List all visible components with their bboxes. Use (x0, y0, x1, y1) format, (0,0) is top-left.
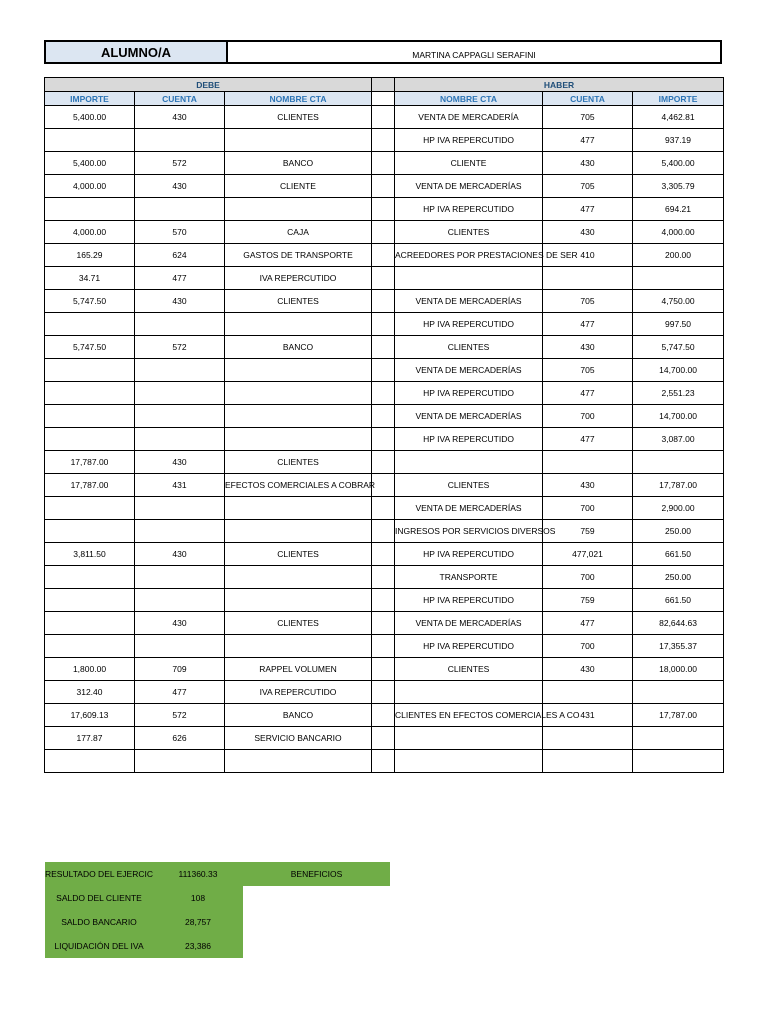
haber-nombre-cta-cell: CLIENTES EN EFECTOS COMERCIALES A CO (395, 704, 543, 727)
journal-row (45, 566, 724, 589)
gap-cell (372, 221, 395, 244)
haber-importe-cell: 5,747.50 (633, 336, 724, 359)
debe-nombre-cta-cell: GASTOS DE TRANSPORTE (225, 244, 372, 267)
debe-importe-cell (45, 198, 135, 221)
journal-row (45, 267, 724, 290)
journal-row (45, 635, 724, 658)
haber-importe-cell: 3,305.79 (633, 175, 724, 198)
haber-importe-cell: 5,400.00 (633, 152, 724, 175)
haber-importe-cell: 17,787.00 (633, 704, 724, 727)
debe-nombre-cta-cell: IVA REPERCUTIDO (225, 681, 372, 704)
journal-row (45, 543, 724, 566)
haber-nombre-cta-cell (395, 451, 543, 474)
gap-cell (372, 520, 395, 543)
haber-nombre-cta-cell: HP IVA REPERCUTIDO (395, 313, 543, 336)
debe-cuenta-cell (135, 198, 225, 221)
summary-value: 28,757 (153, 910, 243, 934)
gap-cell (372, 267, 395, 290)
debe-importe-cell: 1,800.00 (45, 658, 135, 681)
haber-nombre-cta-cell: HP IVA REPERCUTIDO (395, 428, 543, 451)
summary-row (45, 886, 390, 910)
haber-nombre-cta-cell (395, 681, 543, 704)
haber-cuenta-cell: 759 (543, 520, 633, 543)
debe-nombre-cta-cell: CLIENTE (225, 175, 372, 198)
debe-cuenta-cell (135, 566, 225, 589)
haber-nombre-cta-cell: HP IVA REPERCUTIDO (395, 382, 543, 405)
student-header (44, 40, 722, 64)
haber-importe-cell: 2,551.23 (633, 382, 724, 405)
gap-cell (372, 727, 395, 750)
haber-importe-cell: 17,787.00 (633, 474, 724, 497)
haber-cuenta-cell: 477 (543, 428, 633, 451)
journal-row (45, 589, 724, 612)
gap-cell (372, 313, 395, 336)
section-header-row (45, 78, 724, 92)
haber-importe-cell (633, 727, 724, 750)
summary-value: 23,386 (153, 934, 243, 958)
haber-nombre-cta-cell: HP IVA REPERCUTIDO (395, 198, 543, 221)
journal-row (45, 382, 724, 405)
journal-row (45, 221, 724, 244)
debe-importe-cell: 34.71 (45, 267, 135, 290)
haber-cuenta-cell: 430 (543, 221, 633, 244)
debe-importe-cell: 5,747.50 (45, 290, 135, 313)
gap-cell (372, 681, 395, 704)
gap-cell (372, 175, 395, 198)
journal-row (45, 405, 724, 428)
haber-nombre-cta-cell: HP IVA REPERCUTIDO (395, 589, 543, 612)
debe-cuenta-cell (135, 129, 225, 152)
debe-cuenta-cell (135, 313, 225, 336)
journal-row (45, 658, 724, 681)
haber-importe-cell: 14,700.00 (633, 359, 724, 382)
debe-importe-cell (45, 612, 135, 635)
debe-cuenta-cell: 572 (135, 336, 225, 359)
haber-importe-cell: 997.50 (633, 313, 724, 336)
student-label: ALUMNO/A (46, 42, 228, 62)
haber-importe-cell: 4,750.00 (633, 290, 724, 313)
haber-importe-cell (633, 451, 724, 474)
summary-label: LIQUIDACIÓN DEL IVA (45, 934, 153, 958)
journal-row (45, 612, 724, 635)
haber-importe-cell: 250.00 (633, 566, 724, 589)
debe-nombre-cta-cell: BANCO (225, 152, 372, 175)
journal-row (45, 497, 724, 520)
gap-cell (372, 704, 395, 727)
haber-cuenta-cell: 431 (543, 704, 633, 727)
debe-importe-cell: 3,811.50 (45, 543, 135, 566)
journal-row (45, 474, 724, 497)
summary-value: 108 (153, 886, 243, 910)
journal-row (45, 681, 724, 704)
haber-importe-cell (633, 267, 724, 290)
gap-cell (372, 382, 395, 405)
debe-importe-cell: 177.87 (45, 727, 135, 750)
debe-nombre-cta-cell (225, 589, 372, 612)
gap-cell (372, 336, 395, 359)
debe-importe-cell: 5,747.50 (45, 336, 135, 359)
haber-cuenta-cell: 705 (543, 290, 633, 313)
debe-nombre-cta-cell: SERVICIO BANCARIO (225, 727, 372, 750)
haber-cuenta-cell (543, 750, 633, 773)
debe-cuenta-cell (135, 497, 225, 520)
gap-cell (372, 566, 395, 589)
haber-nombre-cta-cell: INGRESOS POR SERVICIOS DIVERSOS (395, 520, 543, 543)
haber-nombre-cta-cell: HP IVA REPERCUTIDO (395, 543, 543, 566)
haber-nombre-cta-cell: ACREEDORES POR PRESTACIONES DE SER (395, 244, 543, 267)
debe-cuenta-cell: 430 (135, 290, 225, 313)
debe-nombre-cta-cell: CLIENTES (225, 612, 372, 635)
debe-importe-cell (45, 313, 135, 336)
journal-table (44, 77, 724, 773)
haber-nombre-cta-cell: VENTA DE MERCADERÍAS (395, 175, 543, 198)
haber-importe-header: IMPORTE (633, 92, 724, 106)
debe-cuenta-cell: 430 (135, 451, 225, 474)
debe-nombre-cta-cell: BANCO (225, 704, 372, 727)
haber-importe-cell: 82,644.63 (633, 612, 724, 635)
haber-cuenta-cell (543, 451, 633, 474)
haber-nombre-cta-cell: CLIENTES (395, 474, 543, 497)
debe-nombre-cta-cell: CLIENTES (225, 290, 372, 313)
journal-row (45, 198, 724, 221)
haber-cuenta-cell: 759 (543, 589, 633, 612)
journal-row (45, 106, 724, 129)
debe-cuenta-cell (135, 589, 225, 612)
gap-cell (372, 405, 395, 428)
haber-importe-cell: 937.19 (633, 129, 724, 152)
debe-nombre-cta-cell: CAJA (225, 221, 372, 244)
journal-row (45, 750, 724, 773)
haber-cuenta-cell: 430 (543, 474, 633, 497)
debe-nombre-cta-cell: EFECTOS COMERCIALES A COBRAR (225, 474, 372, 497)
summary-label: SALDO BANCARIO (45, 910, 153, 934)
debe-importe-cell: 17,787.00 (45, 474, 135, 497)
haber-cuenta-cell: 700 (543, 497, 633, 520)
haber-cuenta-header: CUENTA (543, 92, 633, 106)
journal-row (45, 520, 724, 543)
haber-nombre-cta-cell: VENTA DE MERCADERÍAS (395, 612, 543, 635)
gap-cell (372, 451, 395, 474)
debe-cuenta-cell (135, 635, 225, 658)
haber-cuenta-cell: 430 (543, 658, 633, 681)
journal-row (45, 313, 724, 336)
journal-row (45, 336, 724, 359)
debe-nombre-cta-cell (225, 635, 372, 658)
gap-cell (372, 497, 395, 520)
debe-importe-cell (45, 382, 135, 405)
debe-nombre-cta-cell: IVA REPERCUTIDO (225, 267, 372, 290)
debe-cuenta-cell (135, 520, 225, 543)
haber-importe-cell: 250.00 (633, 520, 724, 543)
haber-importe-cell: 3,087.00 (633, 428, 724, 451)
debe-cuenta-cell: 624 (135, 244, 225, 267)
journal-row (45, 244, 724, 267)
debe-nombre-cta-cell (225, 497, 372, 520)
haber-cuenta-cell: 705 (543, 175, 633, 198)
debe-cuenta-cell: 626 (135, 727, 225, 750)
summary-note (243, 934, 390, 958)
debe-cuenta-cell: 709 (135, 658, 225, 681)
debe-cuenta-cell (135, 405, 225, 428)
debe-nombre-cta-cell (225, 359, 372, 382)
journal-row (45, 704, 724, 727)
debe-nombre-cta-cell (225, 750, 372, 773)
gap-cell (372, 244, 395, 267)
haber-nombre-cta-cell: CLIENTE (395, 152, 543, 175)
debe-cuenta-header: CUENTA (135, 92, 225, 106)
haber-cuenta-cell: 700 (543, 635, 633, 658)
debe-importe-cell (45, 520, 135, 543)
gap-cell (372, 106, 395, 129)
haber-importe-cell: 2,900.00 (633, 497, 724, 520)
debe-importe-cell: 17,609.13 (45, 704, 135, 727)
debe-nombre-cta-cell (225, 566, 372, 589)
debe-cuenta-cell (135, 359, 225, 382)
debe-importe-cell: 5,400.00 (45, 106, 135, 129)
haber-importe-cell: 4,000.00 (633, 221, 724, 244)
journal-row (45, 129, 724, 152)
debe-cuenta-cell: 477 (135, 681, 225, 704)
summary-label: SALDO DEL CLIENTE (45, 886, 153, 910)
debe-cuenta-cell: 430 (135, 543, 225, 566)
debe-cuenta-cell (135, 750, 225, 773)
debe-cuenta-cell: 431 (135, 474, 225, 497)
debe-nombre-cta-cell: RAPPEL VOLUMEN (225, 658, 372, 681)
haber-importe-cell: 661.50 (633, 543, 724, 566)
summary-label: RESULTADO DEL EJERCIC (45, 862, 153, 886)
debe-cuenta-cell: 430 (135, 175, 225, 198)
debe-importe-cell: 4,000.00 (45, 175, 135, 198)
debe-nombre-cta-cell (225, 405, 372, 428)
haber-nombre-cta-cell: HP IVA REPERCUTIDO (395, 635, 543, 658)
debe-importe-cell (45, 405, 135, 428)
haber-cuenta-cell (543, 727, 633, 750)
haber-importe-cell: 661.50 (633, 589, 724, 612)
debe-cuenta-cell: 572 (135, 704, 225, 727)
debe-cuenta-cell: 477 (135, 267, 225, 290)
gap-cell (372, 635, 395, 658)
haber-importe-cell (633, 681, 724, 704)
haber-importe-cell: 17,355.37 (633, 635, 724, 658)
gap-cell (372, 612, 395, 635)
gap-cell (372, 428, 395, 451)
debe-importe-cell (45, 566, 135, 589)
gap-cell (372, 152, 395, 175)
summary-row (45, 934, 390, 958)
debe-importe-cell (45, 589, 135, 612)
haber-cuenta-cell: 700 (543, 405, 633, 428)
debe-nombre-cta-cell (225, 313, 372, 336)
debe-nombre-cta-cell: CLIENTES (225, 543, 372, 566)
debe-nombre-cta-cell: BANCO (225, 336, 372, 359)
debe-section-header: DEBE (45, 78, 372, 92)
summary-note (243, 886, 390, 910)
debe-nombre-header: NOMBRE CTA (225, 92, 372, 106)
haber-cuenta-cell: 430 (543, 336, 633, 359)
debe-importe-cell: 17,787.00 (45, 451, 135, 474)
haber-nombre-cta-cell: VENTA DE MERCADERÍA (395, 106, 543, 129)
debe-cuenta-cell: 430 (135, 612, 225, 635)
haber-nombre-cta-cell: TRANSPORTE (395, 566, 543, 589)
student-name: MARTINA CAPPAGLI SERAFINI (412, 50, 536, 60)
haber-nombre-cta-cell: VENTA DE MERCADERÍAS (395, 359, 543, 382)
debe-cuenta-cell: 572 (135, 152, 225, 175)
debe-importe-cell: 312.40 (45, 681, 135, 704)
debe-importe-header: IMPORTE (45, 92, 135, 106)
haber-cuenta-cell: 477 (543, 313, 633, 336)
haber-importe-cell: 14,700.00 (633, 405, 724, 428)
haber-cuenta-cell: 430 (543, 152, 633, 175)
debe-nombre-cta-cell (225, 382, 372, 405)
haber-nombre-cta-cell: CLIENTES (395, 221, 543, 244)
debe-nombre-cta-cell (225, 198, 372, 221)
debe-cuenta-cell: 430 (135, 106, 225, 129)
haber-cuenta-cell: 705 (543, 359, 633, 382)
haber-cuenta-cell: 477 (543, 382, 633, 405)
haber-importe-cell: 694.21 (633, 198, 724, 221)
haber-nombre-cta-cell: CLIENTES (395, 336, 543, 359)
debe-nombre-cta-cell (225, 428, 372, 451)
summary-note: BENEFICIOS (243, 862, 390, 886)
summary-row (45, 910, 390, 934)
gap-cell (372, 290, 395, 313)
haber-section-header: HABER (395, 78, 724, 92)
gap-cell (372, 589, 395, 612)
summary-note (243, 910, 390, 934)
haber-nombre-cta-cell: CLIENTES (395, 658, 543, 681)
summary-value: 111360.33 (153, 862, 243, 886)
gap-cell (372, 543, 395, 566)
haber-cuenta-cell: 705 (543, 106, 633, 129)
haber-importe-cell: 4,462.81 (633, 106, 724, 129)
haber-nombre-cta-cell (395, 267, 543, 290)
gap-cell (372, 129, 395, 152)
debe-nombre-cta-cell: CLIENTES (225, 451, 372, 474)
journal-row (45, 727, 724, 750)
haber-cuenta-cell (543, 681, 633, 704)
gap-cell (372, 750, 395, 773)
debe-nombre-cta-cell: CLIENTES (225, 106, 372, 129)
debe-importe-cell: 4,000.00 (45, 221, 135, 244)
debe-cuenta-cell (135, 382, 225, 405)
haber-nombre-cta-cell: HP IVA REPERCUTIDO (395, 129, 543, 152)
debe-nombre-cta-cell (225, 129, 372, 152)
debe-nombre-cta-cell (225, 520, 372, 543)
haber-nombre-header: NOMBRE CTA (395, 92, 543, 106)
column-header-row (45, 92, 724, 106)
journal-row (45, 290, 724, 313)
summary-table (45, 862, 390, 958)
haber-cuenta-cell: 477 (543, 198, 633, 221)
haber-importe-cell: 18,000.00 (633, 658, 724, 681)
haber-cuenta-cell: 477 (543, 612, 633, 635)
gap-cell (372, 359, 395, 382)
haber-importe-cell (633, 750, 724, 773)
debe-importe-cell (45, 359, 135, 382)
column-gap (372, 92, 395, 106)
haber-nombre-cta-cell: VENTA DE MERCADERÍAS (395, 405, 543, 428)
journal-row (45, 451, 724, 474)
debe-importe-cell (45, 428, 135, 451)
debe-importe-cell: 165.29 (45, 244, 135, 267)
debe-importe-cell (45, 635, 135, 658)
gap-cell (372, 658, 395, 681)
journal-row (45, 428, 724, 451)
journal-row (45, 359, 724, 382)
haber-nombre-cta-cell: VENTA DE MERCADERÍAS (395, 290, 543, 313)
debe-importe-cell (45, 129, 135, 152)
debe-importe-cell: 5,400.00 (45, 152, 135, 175)
haber-nombre-cta-cell: VENTA DE MERCADERÍAS (395, 497, 543, 520)
haber-cuenta-cell (543, 267, 633, 290)
journal-row (45, 175, 724, 198)
debe-importe-cell (45, 497, 135, 520)
debe-cuenta-cell: 570 (135, 221, 225, 244)
haber-cuenta-cell: 477,021 (543, 543, 633, 566)
section-gap (372, 78, 395, 92)
debe-cuenta-cell (135, 428, 225, 451)
journal-row (45, 152, 724, 175)
haber-nombre-cta-cell (395, 727, 543, 750)
debe-importe-cell (45, 750, 135, 773)
haber-cuenta-cell: 477 (543, 129, 633, 152)
gap-cell (372, 198, 395, 221)
summary-row (45, 862, 390, 886)
haber-cuenta-cell: 700 (543, 566, 633, 589)
haber-importe-cell: 200.00 (633, 244, 724, 267)
haber-nombre-cta-cell (395, 750, 543, 773)
haber-cuenta-cell: 410 (543, 244, 633, 267)
